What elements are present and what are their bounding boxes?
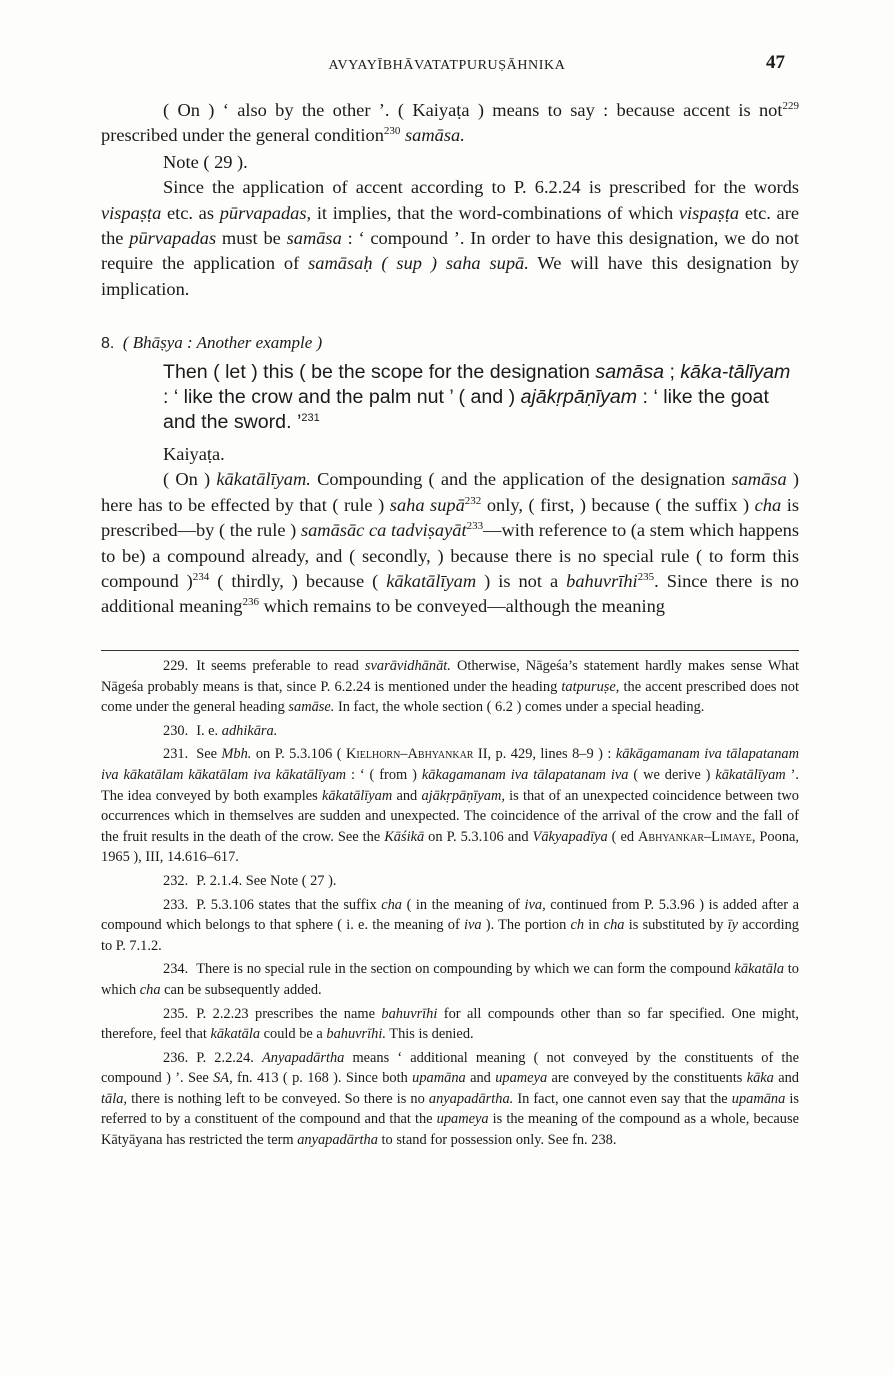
paragraph-application-of-accent: Since the application of accent according to P. 6.2.24 is prescribed for the words vispaṣṭa etc. as pūrvapadas, it implies, that the word-combinations of which vispaṣṭa etc. are the pūrvapadas must be samāsa : ‘ compound ’. In order to have this designation, we do not require the application of samāsaḥ ( sup ) saha supā. We will have this designation by implication. [101, 177, 799, 299]
running-title: AVYAYĪBHĀVATATPURUṢĀHNIKA [328, 58, 566, 73]
bhashya-text [163, 360, 799, 436]
kaiyata-label: Kaiyaṭa. [163, 444, 225, 464]
body-block-kaiyata-commentary [101, 442, 799, 620]
footnote-ref-236: 236 [242, 596, 259, 609]
footnote-234: 234. There is no special rule in the section on compounding by which we can form the compound kākatāla to which cha can be subsequently added. [101, 961, 799, 998]
section-number: 8. [101, 335, 115, 352]
footnote-233: 233. P. 5.3.106 states that the suffix cha ( in the meaning of iva, continued from P. 5.3.96 ) is added after a compound which belongs to that sphere ( i. e. the meaning of iva ). The portion ch in cha is substituted by īy according to P. 7.1.2. [101, 896, 800, 954]
footnote-ref-232: 232 [464, 494, 482, 507]
footnote-231: 231. See Mbh. on P. 5.3.106 ( Kielhorn–Abhyankar II, p. 429, lines 8–9 ) : kākāgamanam iva tālapatanam iva kākatālam kākatālam iva kākatālīyam : ‘ ( from ) kākagamanam iva tālapatanam iva ( we derive ) kākatālīyam ’. The idea conveyed by both examples kākatālīyam and ajākṛpāṇīyam, is that of an unexpected coincidence between two occurrences which in themselves are sudden and unexpected. The coincidence of the arrival of the crow and the fall of the fruit results in the death of the crow. See the Kāśikā on P. 5.3.106 and Vākyapadīya ( ed Abhyankar–Limaye, Poona, 1965 ), III, 14.616–617. [101, 746, 799, 866]
section-heading [101, 333, 322, 353]
footnote-separator [101, 650, 799, 651]
footnote-235: 235. P. 2.2.23 prescribes the name bahuvrīhi for all compounds other than so far specified. One might, therefore, feel that kākatāla could be a bahuvrīhi. This is denied. [101, 1005, 799, 1043]
footnote-ref-233: 233 [466, 520, 484, 533]
footnote-230: 230. I. e. adhikāra. [163, 722, 278, 739]
body-block-kaiyata-note [101, 98, 799, 302]
paragraph-also-by-other: ( On ) ‘ also by the other ’. ( Kaiyaṭa ) means to say : because accent is not$^{229}$ prescribed under the general condition$^{230}$ samāsa. [101, 100, 799, 146]
footnote-236: 236. P. 2.2.24. Anyapadārtha means ‘ additional meaning ( not conveyed by the constituents of the compound ) ’. See SA, fn. 413 ( p. 168 ). Since both upamāna and upameya are conveyed by the constituents kāka and tāla, there is nothing left to be conveyed. So there is no anyapadārtha. In fact, one cannot even say that the upamāna is referred to by a constituent of the compound and that the upameya is the meaning of the compound as a whole, because Kātyāyana has restricted the term anyapadārtha to stand for possession only. See fn. 238. [101, 1049, 800, 1149]
page-number: 47 [766, 52, 785, 73]
bhashya-paragraph: Then ( let ) this ( be the scope for the designation samāsa ; kāka-tālīyam : ‘ like the crow and the palm nut ’ ( and ) ajākṛpāṇīyam : ‘ like the goat and the sword. ’$^{231}$ [163, 361, 791, 434]
footnote-ref-235: 235 [637, 571, 655, 584]
footnotes [101, 656, 799, 1154]
footnote-ref-229: 229 [782, 100, 799, 112]
note-reference: Note ( 29 ). [163, 151, 248, 172]
footnote-232: 232. P. 2.1.4. See Note ( 27 ). [163, 872, 337, 889]
footnote-ref-234: 234 [192, 571, 210, 584]
footnote-229: 229. It seems preferable to read svarāvidhānāt. Otherwise, Nāgeśa’s statement hardly makes sense What Nāgeśa probably means is that, since P. 6.2.24 is mentioned under the heading tatpuruṣe, the accent prescribed does not come under the general heading samāse. In fact, the whole section ( 6.2 ) comes under a special heading. [101, 658, 799, 716]
section-title: ( Bhāṣya : Another example ) [122, 333, 323, 352]
footnote-ref-230: 230 [383, 125, 401, 138]
footnote-ref-231: 231 [301, 412, 320, 425]
paragraph-kakataliyam: ( On ) kākatālīyam. Compounding ( and the application of the designation samāsa ) here has to be effected by that ( rule ) saha supā$^{232}$ only, ( first, ) because ( the suffix ) cha is prescribed—by ( the rule ) samāsāc ca tadviṣayāt$^{233}$—with reference to (a stem which happens to be) a compound already, and ( secondly, ) because there is no special rule ( to form this compound )$^{234}$ ( thirdly, ) because ( kākatālīyam ) is not a bahuvrīhi$^{235}$. Since there is no additional meaning$^{236}$ which remains to be conveyed—although the meaning [101, 469, 799, 617]
